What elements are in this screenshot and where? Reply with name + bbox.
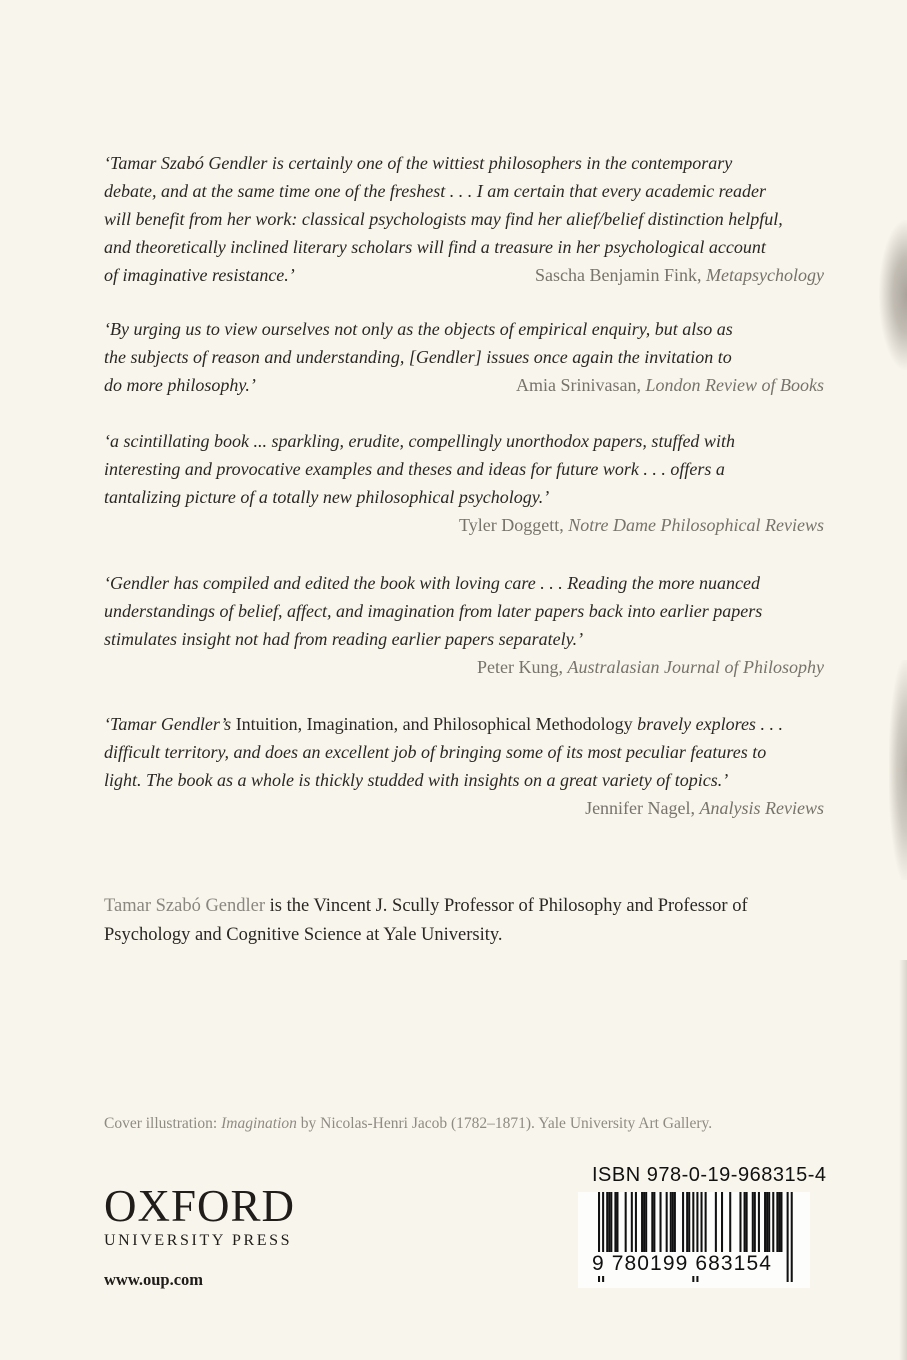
review-quote-3 <box>104 427 824 539</box>
barcode-bar <box>758 1192 760 1252</box>
book-title: Intuition, Imagination, and Philosophical Methodology <box>231 714 638 734</box>
barcode-bar <box>614 1192 616 1252</box>
barcode-bar <box>780 1192 782 1252</box>
isbn-label: ISBN 978-0-19-968315-4 <box>592 1164 827 1186</box>
quote-attribution <box>104 653 824 681</box>
barcode-bar <box>791 1192 793 1282</box>
publisher-subname: UNIVERSITY PRESS <box>104 1232 293 1249</box>
barcode-bar <box>739 1192 741 1252</box>
barcode-bar <box>688 1192 690 1252</box>
barcode-bar <box>610 1192 612 1252</box>
barcode-bar <box>641 1192 643 1252</box>
barcode-bar <box>776 1192 778 1252</box>
publisher-logo <box>104 1182 295 1290</box>
quote-publication: Australasian Journal of Philosophy <box>567 657 824 677</box>
barcode-bar <box>643 1192 645 1252</box>
cover-illustration-edge <box>899 960 907 1360</box>
quote-publication: Analysis Reviews <box>699 798 824 818</box>
barcode-bar <box>772 1192 774 1252</box>
cover-illustration-fragment-middle <box>889 660 907 880</box>
review-quote-1 <box>104 149 824 289</box>
barcode-bar <box>701 1192 703 1252</box>
barcode-bar <box>729 1192 731 1252</box>
cover-illustration-credit: Cover illustration: Imagination by Nicolas-Henri Jacob (1782–1871). Yale University Art Gallery. <box>104 1115 713 1132</box>
barcode-bar <box>746 1192 748 1252</box>
barcode-bar <box>768 1192 770 1252</box>
quote-text: ‘By urging us to view ourselves not only as the objects of empirical enquiry, but also as the subjects of reason and understanding, [Gendler] issues once again the invitation to do more philosophy.’ <box>104 319 733 395</box>
review-quote-5 <box>104 710 824 822</box>
quote-publication: London Review of Books <box>645 375 824 395</box>
quote-author: Peter Kung, <box>477 657 563 677</box>
barcode-bar <box>606 1192 608 1252</box>
barcode-bar <box>672 1192 674 1252</box>
barcode-bar <box>715 1192 717 1252</box>
barcode-bar <box>608 1192 610 1252</box>
quote-text: ‘a scintillating book ... sparkling, erudite, compellingly unorthodox papers, stuffed with interesting and provocative examples and theses and ideas for future work . . . offers a tantalizing picture of a totally new philosophical psychology.’ <box>104 431 735 507</box>
barcode-bar <box>670 1192 672 1252</box>
barcode-bar <box>674 1192 676 1252</box>
publisher-name: OXFORD <box>104 1181 296 1231</box>
barcode-bar <box>752 1192 754 1252</box>
barcode-bar <box>754 1192 756 1252</box>
quote-attribution <box>104 794 824 822</box>
barcode-bar <box>645 1192 647 1252</box>
review-quote-4 <box>104 569 824 681</box>
quote-publication: Notre Dame Philosophical Reviews <box>568 515 824 535</box>
quote-attribution <box>104 511 824 539</box>
barcode-bar <box>682 1192 684 1252</box>
cover-illustration-fragment-top <box>879 220 907 370</box>
quote-author: Tyler Doggett, <box>458 515 564 535</box>
barcode-bar <box>651 1192 653 1252</box>
artwork-title: Imagination <box>221 1115 297 1132</box>
quote-author: Amia Srinivasan, <box>516 375 642 395</box>
barcode-bar <box>778 1192 780 1252</box>
review-quote-2 <box>104 315 824 399</box>
barcode-bar <box>705 1192 707 1252</box>
publisher-url: www.oup.com <box>104 1270 204 1289</box>
quote-publication: Metapsychology <box>706 265 824 285</box>
quote-text: ‘Tamar Szabó Gendler is certainly one of the wittiest philosophers in the contemporary debate, and at the same time one of the freshest . . . I am certain that every academic reader will benefit from her work: classical psychologists may find her alief/belief distinction helpful, and theoretically inclined literary scholars will find a treasure in her psychological account of imaginative resistance.’ <box>104 153 783 285</box>
barcode-bar <box>631 1192 633 1252</box>
barcode-bar <box>764 1192 766 1252</box>
barcode-bar <box>660 1192 662 1252</box>
quote-author: Sascha Benjamin Fink, <box>535 265 702 285</box>
author-bio: Tamar Szabó Gendler is the Vincent J. Scully Professor of Philosophy and Professor of Psychology and Cognitive Science at Yale University. <box>104 896 748 945</box>
barcode-bar <box>653 1192 655 1252</box>
barcode-bar <box>616 1192 618 1252</box>
author-name: Tamar Szabó Gendler <box>104 896 266 916</box>
barcode-bar <box>635 1192 637 1252</box>
barcode-bar <box>766 1192 768 1252</box>
barcode-bar <box>744 1192 746 1252</box>
quote-text: ‘Gendler has compiled and edited the book with loving care . . . Reading the more nuanced understandings of belief, affect, and imagination from later papers back into earlier papers stimulates insight not had from reading earlier papers separately.’ <box>104 573 763 649</box>
barcode-bar <box>666 1192 668 1252</box>
barcode-bar <box>787 1192 789 1282</box>
barcode-digits: 9 780199 683154 <box>592 1252 772 1275</box>
barcode-bar <box>686 1192 688 1252</box>
barcode-bar <box>721 1192 723 1252</box>
barcode-bar <box>625 1192 627 1252</box>
quote-author: Jennifer Nagel, <box>585 798 696 818</box>
quote-text: ‘Tamar Gendler’s Intuition, Imagination, and Philosophical Methodology bravely explores . . . difficult territory, and does an excellent job of bringing some of its most peculiar features to light. The book as a whole is thickly studded with insights on a great variety of topics.’ <box>104 714 783 790</box>
